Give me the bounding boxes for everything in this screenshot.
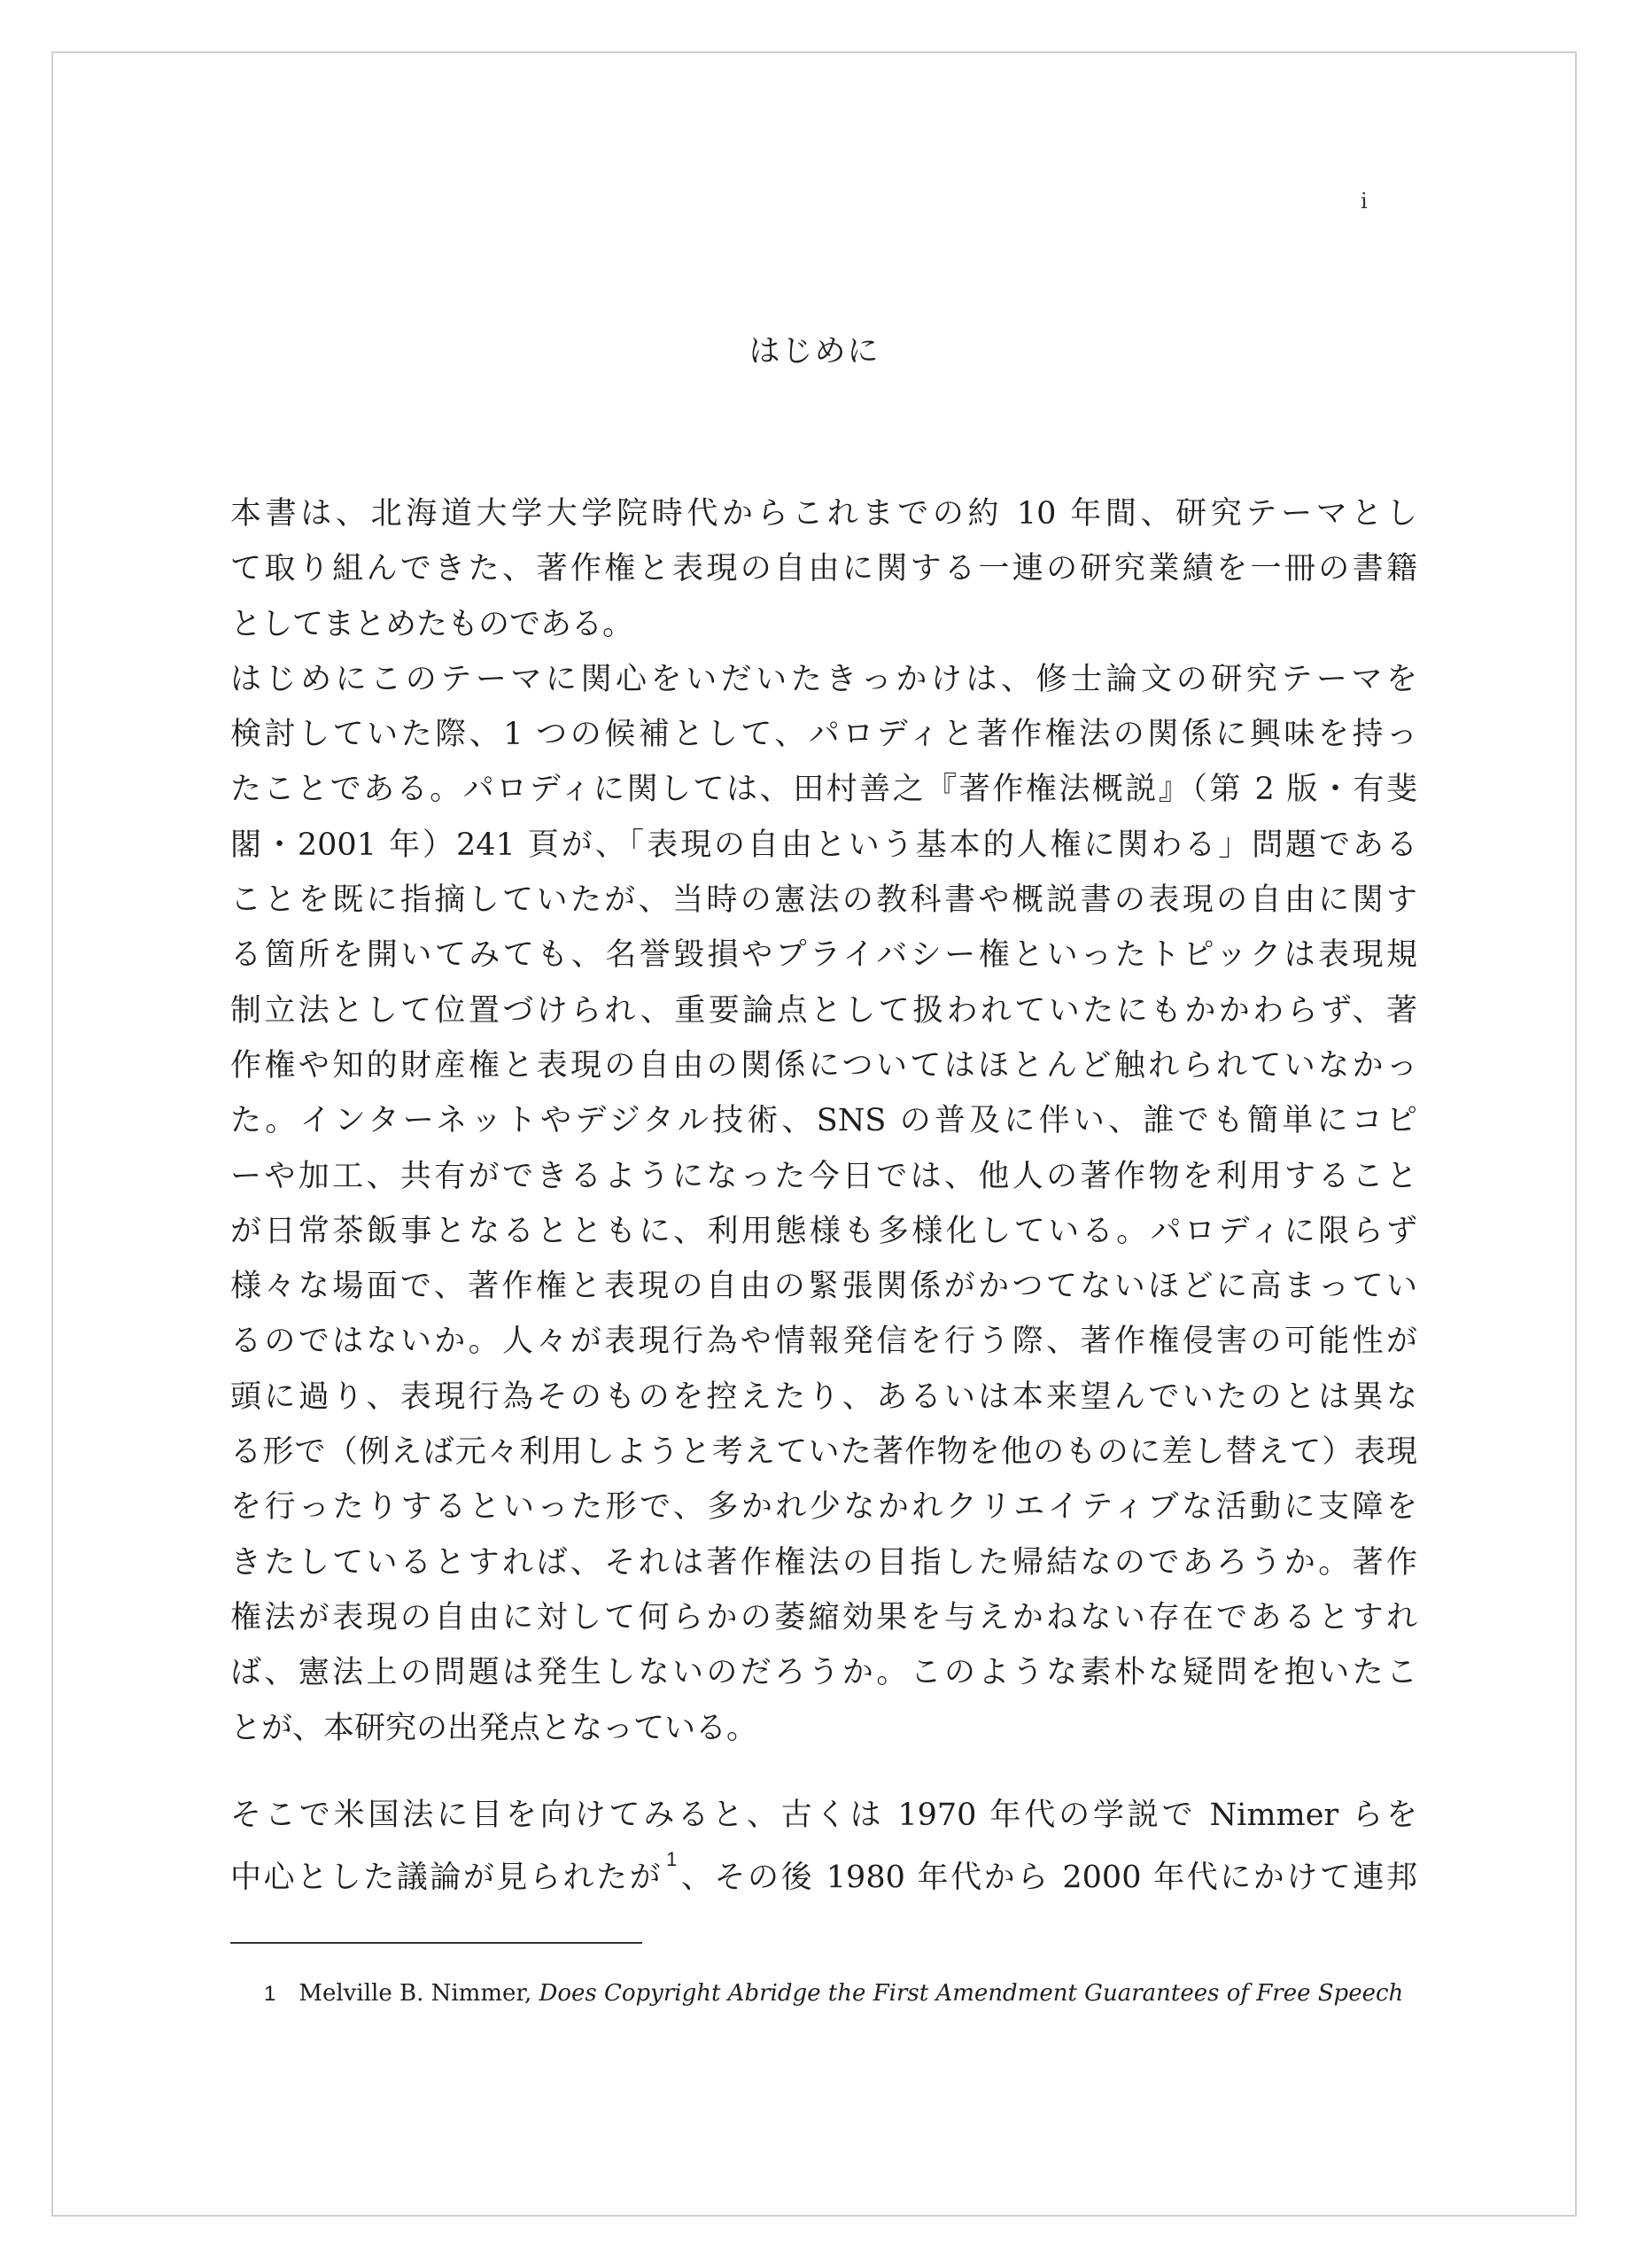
footnote-title: Does Copyright Abridge the First Amendment Guarantees of Free Speech [539, 1980, 1404, 2007]
text-line: を行ったりするといった形で、多かれ少なかれクリエイティブな活動に支障を [230, 1489, 1417, 1526]
text-line: とが、本研究の出発点となっている。 [230, 1710, 758, 1746]
text-line: て取り組んできた、著作権と表現の自由に関する一連の研究業績を一冊の書籍 [230, 551, 1417, 587]
text-line: そこで米国法に目を向けてみると、古くは 1970 年代の学説で Nimmer らを [230, 1798, 1417, 1833]
text-line: はじめにこのテーマに関心をいだいたきっかけは、修士論文の研究テーマを [230, 661, 1417, 697]
page-number: i [1361, 189, 1368, 214]
text-line: 権法が表現の自由に対して何らかの萎縮効果を与えかねない存在であるとすれ [230, 1599, 1417, 1635]
text-line: が日常茶飯事となるとともに、利用態様も多様化している。パロディに限らず [230, 1213, 1417, 1249]
footnote-reference[interactable]: 1 [666, 1848, 678, 1871]
text-line: たことである。パロディに関しては、田村善之『著作権法概説』（第 2 版・有斐 [230, 772, 1417, 808]
text-line: る箇所を開いてみても、名誉毀損やプライバシー権といったトピックは表現規 [230, 937, 1417, 974]
text-line: 本書は、北海道大学大学院時代からこれまでの約 10 年間、研究テーマとし [230, 496, 1417, 532]
text-line: 様々な場面で、著作権と表現の自由の緊張関係がかつてないほどに高まってい [230, 1269, 1417, 1305]
text-line: 制立法として位置づけられ、重要論点として扱われていたにもかかわらず、著 [230, 992, 1417, 1029]
paragraph-block-2 [230, 1788, 1417, 1899]
footnote-number: 1 [264, 1982, 276, 2006]
text-line: る形で（例えば元々利用しようと考えていた著作物を他のものに差し替えて）表現 [230, 1434, 1417, 1471]
text-line: 頭に過り、表現行為そのものを控えたり、あるいは本来望んでいたのとは異な [230, 1379, 1417, 1415]
text-segment: 、その後 1980 年代から 2000 年代にかけて連邦 [679, 1860, 1417, 1896]
text-line: た。インターネットやデジタル技術、SNS の普及に伴い、誰でも簡単にコピ [230, 1103, 1417, 1139]
chapter-title: はじめに [749, 334, 880, 369]
text-line: 検討していた際、1 つの候補として、パロディと著作権法の関係に興味を持っ [230, 717, 1417, 753]
text-line [230, 1843, 1417, 1898]
text-line: ーや加工、共有ができるようになった今日では、他人の著作物を利用すること [230, 1158, 1417, 1194]
text-line: としてまとめたものである。 [230, 606, 634, 642]
text-line: 作権や知的財産権と表現の自由の関係についてはほとんど触れられていなかっ [230, 1047, 1417, 1084]
footnote-author: Melville B. Nimmer, [299, 1980, 539, 2007]
text-line: 閣・2001 年）241 頁が、「表現の自由という基本的人権に関わる」問題である [230, 827, 1417, 863]
footnote-separator [230, 1942, 642, 1944]
text-line: ことを既に指摘していたが、当時の憲法の教科書や概説書の表現の自由に関す [230, 882, 1417, 919]
text-line: ば、憲法上の問題は発生しないのだろうか。このような素朴な疑問を抱いたこ [230, 1655, 1417, 1691]
paragraph-block-1 [230, 486, 1417, 1756]
footnote [264, 1977, 1417, 2010]
text-line: るのではないか。人々が表現行為や情報発信を行う際、著作権侵害の可能性が [230, 1324, 1417, 1360]
text-line: きたしているとすれば、それは著作権法の目指した帰結なのであろうか。著作 [230, 1544, 1417, 1581]
text-segment: 中心とした議論が見られたが [230, 1860, 663, 1896]
